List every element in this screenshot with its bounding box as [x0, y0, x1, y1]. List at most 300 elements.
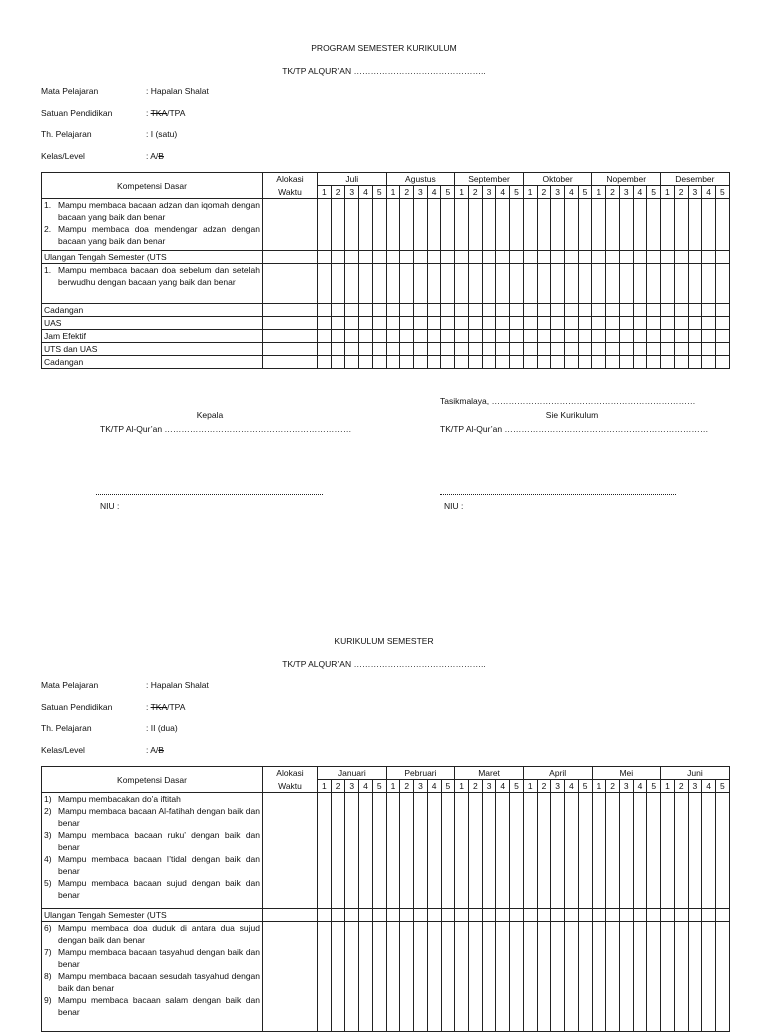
competency-cell: Cadangan — [42, 356, 263, 369]
week-cell — [455, 251, 469, 264]
week-cell — [688, 251, 702, 264]
week-cell — [400, 909, 414, 922]
week-cell — [715, 317, 729, 330]
week-cell — [372, 922, 386, 1032]
week-cell — [606, 356, 620, 369]
week-cell — [427, 264, 441, 304]
info-value-prefix: : — [146, 680, 151, 690]
week-cell — [372, 909, 386, 922]
week-number: 3 — [345, 186, 359, 199]
week-cell — [633, 304, 647, 317]
week-number: 3 — [619, 186, 633, 199]
week-cell — [688, 199, 702, 251]
week-cell — [496, 909, 510, 922]
week-cell — [537, 909, 551, 922]
week-cell — [537, 356, 551, 369]
alloc-cell — [263, 330, 318, 343]
week-cell — [715, 909, 729, 922]
week-cell — [647, 793, 661, 909]
week-cell — [372, 343, 386, 356]
week-cell — [564, 330, 578, 343]
week-cell — [702, 330, 716, 343]
week-number: 3 — [482, 186, 496, 199]
week-cell — [565, 909, 579, 922]
competency-cell: Ulangan Tengah Semester (UTS — [42, 251, 263, 264]
info-value — [146, 680, 209, 690]
info-label: Satuan Pendidikan — [41, 108, 113, 118]
week-cell — [578, 922, 592, 1032]
week-cell — [427, 330, 441, 343]
week-number: 3 — [551, 186, 565, 199]
competency-item — [44, 994, 260, 1018]
week-number: 2 — [331, 780, 345, 793]
competency-number: 5) — [44, 878, 52, 888]
week-cell — [331, 793, 345, 909]
week-number: 1 — [318, 186, 332, 199]
week-cell — [578, 909, 592, 922]
week-cell — [592, 793, 606, 909]
week-cell — [455, 922, 469, 1032]
week-cell — [702, 251, 716, 264]
week-cell — [331, 264, 345, 304]
sem1-title: PROGRAM SEMESTER KURIKULUM — [311, 43, 457, 53]
week-cell — [564, 317, 578, 330]
week-cell — [674, 251, 688, 264]
week-cell — [468, 317, 482, 330]
week-number: 5 — [372, 780, 386, 793]
week-cell — [647, 317, 661, 330]
info-value — [146, 151, 164, 161]
week-cell — [674, 330, 688, 343]
week-cell — [565, 922, 579, 1032]
week-cell — [510, 304, 524, 317]
week-cell — [372, 199, 386, 251]
sign-right-niu: NIU : — [444, 501, 464, 511]
week-cell — [482, 922, 496, 1032]
week-cell — [496, 356, 510, 369]
week-cell — [400, 330, 414, 343]
week-number: 3 — [688, 186, 702, 199]
alloc-cell — [263, 356, 318, 369]
week-cell — [578, 330, 592, 343]
week-cell — [537, 330, 551, 343]
sign-right-role: Sie Kurikulum — [545, 410, 599, 420]
week-cell — [386, 343, 400, 356]
week-number: 1 — [386, 780, 400, 793]
competency-text: Mampu membaca bacaan ruku’ dengan baik dan benar — [58, 830, 260, 852]
week-cell — [633, 251, 647, 264]
competency-cell — [42, 199, 263, 251]
week-cell — [578, 356, 592, 369]
week-cell — [565, 793, 579, 909]
week-cell — [606, 343, 620, 356]
competency-item — [44, 223, 260, 247]
week-cell — [647, 356, 661, 369]
week-cell — [551, 317, 565, 330]
week-cell — [359, 264, 373, 304]
competency-text: Mampu membaca bacaan adzan dan iqomah dengan bacaan yang baik dan benar — [58, 200, 260, 222]
week-cell — [400, 317, 414, 330]
week-number: 4 — [359, 186, 373, 199]
week-cell — [592, 264, 606, 304]
week-cell — [564, 356, 578, 369]
week-cell — [606, 922, 620, 1032]
info-value-strike: B — [158, 151, 164, 161]
week-number: 4 — [633, 780, 647, 793]
week-cell — [715, 304, 729, 317]
week-cell — [702, 343, 716, 356]
week-cell — [427, 317, 441, 330]
month-header: Juni — [661, 767, 730, 780]
week-cell — [715, 793, 729, 909]
week-cell — [427, 304, 441, 317]
week-cell — [633, 330, 647, 343]
week-cell — [633, 343, 647, 356]
week-cell — [633, 199, 647, 251]
week-cell — [715, 356, 729, 369]
week-number: 4 — [496, 780, 510, 793]
alloc-cell — [263, 922, 318, 1032]
competency-number: 1) — [44, 794, 52, 804]
week-cell — [414, 793, 428, 909]
week-cell — [468, 330, 482, 343]
week-cell — [619, 264, 633, 304]
week-cell — [551, 251, 565, 264]
table-row — [42, 330, 730, 343]
week-cell — [400, 304, 414, 317]
alloc-cell — [263, 199, 318, 251]
week-cell — [606, 330, 620, 343]
week-cell — [537, 793, 551, 909]
header-competency: Kompetensi Dasar — [42, 173, 263, 199]
week-cell — [564, 304, 578, 317]
week-cell — [359, 199, 373, 251]
week-cell — [606, 264, 620, 304]
week-cell — [578, 251, 592, 264]
week-cell — [359, 330, 373, 343]
week-cell — [606, 909, 620, 922]
month-header: Agustus — [386, 173, 455, 186]
week-cell — [331, 199, 345, 251]
week-number: 1 — [455, 780, 469, 793]
week-cell — [331, 356, 345, 369]
week-cell — [633, 909, 647, 922]
week-number: 1 — [523, 780, 537, 793]
week-cell — [318, 330, 332, 343]
week-cell — [564, 199, 578, 251]
week-cell — [441, 251, 455, 264]
week-cell — [661, 793, 675, 909]
header-alloc-time: Waktu — [263, 186, 318, 199]
month-header: Januari — [318, 767, 387, 780]
week-cell — [345, 343, 359, 356]
sem2-title: KURIKULUM SEMESTER — [334, 636, 434, 646]
sign-left-school: TK/TP Al-Qur’an ………………………………………………………… — [100, 424, 352, 434]
week-number: 4 — [702, 186, 716, 199]
info-label: Mata Pelajaran — [41, 680, 99, 690]
week-cell — [661, 922, 675, 1032]
alloc-cell — [263, 909, 318, 922]
info-value-value: Hapalan Shalat — [150, 680, 209, 690]
week-cell — [427, 793, 441, 909]
week-cell — [318, 264, 332, 304]
info-value-prefix: : — [146, 151, 151, 161]
week-number: 1 — [386, 186, 400, 199]
week-cell — [318, 793, 332, 909]
week-cell — [688, 330, 702, 343]
week-cell — [359, 251, 373, 264]
week-cell — [414, 909, 428, 922]
info-value-value: A/ — [150, 151, 159, 161]
week-cell — [661, 317, 675, 330]
week-number: 3 — [345, 780, 359, 793]
week-cell — [510, 317, 524, 330]
month-header: Juli — [318, 173, 387, 186]
info-value-prefix: : — [146, 129, 151, 139]
month-header: Nopember — [592, 173, 661, 186]
competency-number: 7) — [44, 947, 52, 957]
week-cell — [592, 330, 606, 343]
week-number: 4 — [427, 186, 441, 199]
week-cell — [551, 909, 565, 922]
info-value-strike: TKA — [150, 108, 168, 118]
competency-text: Mampu membaca bacaan I’tidal dengan baik dan benar — [58, 854, 260, 876]
week-cell — [496, 251, 510, 264]
week-cell — [318, 199, 332, 251]
sem1-school: TK/TP ALQUR’AN ……………………………………….. — [282, 66, 486, 76]
competency-number: 2) — [44, 806, 52, 816]
week-cell — [482, 199, 496, 251]
info-value-strike: TKA — [150, 702, 168, 712]
week-cell — [606, 199, 620, 251]
competency-item — [44, 793, 260, 805]
week-cell — [468, 793, 482, 909]
competency-text: Mampu membaca bacaan doa sebelum dan setelah berwudhu dengan bacaan yang baik dan benar — [58, 265, 260, 287]
info-value-value: Hapalan Shalat — [150, 86, 209, 96]
week-cell — [647, 330, 661, 343]
week-cell — [345, 304, 359, 317]
week-cell — [523, 317, 537, 330]
week-cell — [345, 922, 359, 1032]
info-value-prefix: : — [146, 723, 151, 733]
week-cell — [619, 251, 633, 264]
week-cell — [633, 317, 647, 330]
info-value-prefix: : — [146, 108, 151, 118]
competency-item — [44, 922, 260, 946]
week-number: 5 — [510, 186, 524, 199]
week-cell — [318, 343, 332, 356]
week-number: 2 — [468, 780, 482, 793]
week-cell — [578, 264, 592, 304]
week-cell — [633, 922, 647, 1032]
week-cell — [702, 922, 716, 1032]
sign-left-niu: NIU : — [100, 501, 120, 511]
table-row — [42, 264, 730, 304]
week-cell — [619, 356, 633, 369]
week-cell — [661, 330, 675, 343]
month-header: Maret — [455, 767, 524, 780]
week-cell — [619, 199, 633, 251]
competency-text: Mampu membaca doa duduk di antara dua sujud dengan baik dan benar — [58, 923, 260, 945]
week-cell — [414, 317, 428, 330]
week-number: 2 — [400, 186, 414, 199]
table-row — [42, 304, 730, 317]
competency-item — [44, 970, 260, 994]
month-header: Oktober — [523, 173, 592, 186]
week-number: 4 — [565, 780, 579, 793]
month-header: Mei — [592, 767, 661, 780]
week-cell — [592, 199, 606, 251]
week-cell — [331, 330, 345, 343]
week-cell — [482, 317, 496, 330]
week-cell — [551, 356, 565, 369]
week-number: 5 — [715, 186, 729, 199]
week-cell — [414, 922, 428, 1032]
week-cell — [619, 317, 633, 330]
week-cell — [331, 343, 345, 356]
week-number: 1 — [661, 780, 675, 793]
competency-cell — [42, 264, 263, 304]
week-cell — [468, 199, 482, 251]
week-cell — [578, 343, 592, 356]
week-cell — [523, 909, 537, 922]
week-cell — [414, 264, 428, 304]
week-cell — [633, 793, 647, 909]
week-number: 3 — [551, 780, 565, 793]
week-cell — [661, 304, 675, 317]
sign-right-school: TK/TP Al-Qur’an ……………………………………………………………… — [440, 424, 709, 434]
week-cell — [661, 343, 675, 356]
week-cell — [674, 317, 688, 330]
week-cell — [468, 922, 482, 1032]
info-value-value: A/ — [150, 745, 159, 755]
week-cell — [496, 343, 510, 356]
week-cell — [674, 264, 688, 304]
week-number: 4 — [702, 780, 716, 793]
week-cell — [510, 343, 524, 356]
info-value — [146, 745, 164, 755]
competency-text: Mampu membaca bacaan sujud dengan baik dan benar — [58, 878, 260, 900]
week-cell — [482, 304, 496, 317]
week-cell — [482, 251, 496, 264]
week-cell — [578, 199, 592, 251]
week-cell — [455, 909, 469, 922]
header-alloc-time: Waktu — [263, 780, 318, 793]
week-cell — [606, 251, 620, 264]
competency-item — [44, 805, 260, 829]
week-cell — [715, 922, 729, 1032]
sign-place-date: Tasikmalaya, ……………………………………………………………… — [440, 396, 696, 406]
sem2-program-table — [41, 766, 730, 1032]
week-cell — [715, 251, 729, 264]
week-cell — [386, 317, 400, 330]
week-cell — [359, 317, 373, 330]
week-cell — [496, 317, 510, 330]
week-cell — [331, 304, 345, 317]
week-cell — [441, 199, 455, 251]
week-cell — [386, 330, 400, 343]
week-cell — [702, 199, 716, 251]
week-cell — [318, 317, 332, 330]
sem2-school: TK/TP ALQUR’AN ……………………………………….. — [282, 659, 486, 669]
week-number: 1 — [592, 780, 606, 793]
week-cell — [345, 251, 359, 264]
week-cell — [647, 199, 661, 251]
info-value-value: I (satu) — [150, 129, 178, 139]
week-cell — [345, 264, 359, 304]
week-cell — [551, 793, 565, 909]
competency-number: 3) — [44, 830, 52, 840]
week-cell — [331, 909, 345, 922]
week-cell — [427, 199, 441, 251]
competency-text: Mampu membaca bacaan Al-fatihah dengan baik dan benar — [58, 806, 260, 828]
header-row-months — [42, 767, 730, 780]
week-cell — [578, 793, 592, 909]
week-cell — [372, 330, 386, 343]
info-label: Mata Pelajaran — [41, 86, 99, 96]
week-cell — [606, 793, 620, 909]
week-cell — [468, 909, 482, 922]
info-value-prefix: : — [146, 745, 151, 755]
competency-number: 1. — [44, 200, 52, 210]
week-cell — [441, 356, 455, 369]
week-cell — [510, 251, 524, 264]
week-cell — [619, 343, 633, 356]
week-cell — [455, 264, 469, 304]
week-cell — [523, 304, 537, 317]
competency-item — [44, 264, 260, 288]
week-cell — [482, 330, 496, 343]
competency-cell: Cadangan — [42, 304, 263, 317]
week-cell — [455, 317, 469, 330]
week-cell — [564, 264, 578, 304]
week-cell — [688, 343, 702, 356]
week-number: 2 — [400, 780, 414, 793]
competency-number: 8) — [44, 971, 52, 981]
week-cell — [702, 317, 716, 330]
week-number: 5 — [510, 780, 524, 793]
week-cell — [647, 304, 661, 317]
week-cell — [715, 330, 729, 343]
week-cell — [359, 793, 373, 909]
info-label: Th. Pelajaran — [41, 723, 92, 733]
week-cell — [345, 356, 359, 369]
week-cell — [674, 356, 688, 369]
week-cell — [318, 304, 332, 317]
info-label: Th. Pelajaran — [41, 129, 92, 139]
header-competency: Kompetensi Dasar — [42, 767, 263, 793]
week-cell — [592, 251, 606, 264]
week-number: 3 — [482, 780, 496, 793]
info-value — [146, 723, 178, 733]
week-cell — [674, 793, 688, 909]
week-cell — [702, 793, 716, 909]
week-cell — [674, 199, 688, 251]
week-cell — [345, 317, 359, 330]
week-cell — [578, 304, 592, 317]
week-cell — [510, 909, 524, 922]
week-cell — [606, 304, 620, 317]
week-cell — [510, 356, 524, 369]
competency-cell — [42, 793, 263, 909]
week-cell — [441, 317, 455, 330]
header-alloc: Alokasi — [263, 173, 318, 186]
table-row — [42, 199, 730, 251]
competency-cell: UTS dan UAS — [42, 343, 263, 356]
week-cell — [400, 793, 414, 909]
week-number: 2 — [331, 186, 345, 199]
week-cell — [441, 264, 455, 304]
